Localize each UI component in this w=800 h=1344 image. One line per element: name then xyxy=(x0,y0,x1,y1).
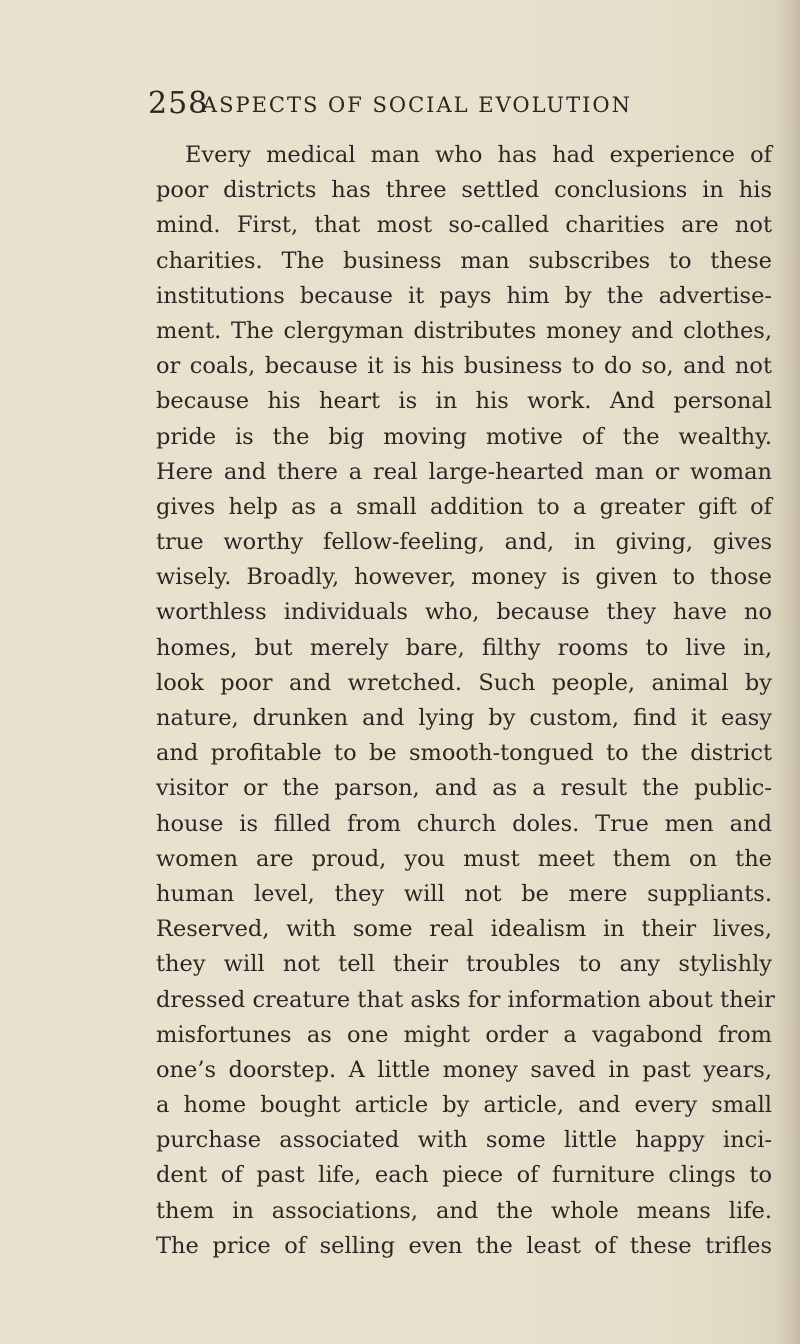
text-line: dent of past life, each piece of furniture clings to xyxy=(156,1162,772,1189)
page-header xyxy=(148,86,632,122)
text-line: Every medical man who has had experience of xyxy=(185,142,772,168)
text-line: gives help as a small addition to a greater gift of xyxy=(156,493,772,520)
page-edge-shadow xyxy=(778,0,800,1344)
text-line: women are proud, you must meet them on the xyxy=(156,845,772,872)
text-line: true worthy fellow-feeling, and, in giving, gives xyxy=(156,529,772,556)
text-line: mind. First, that most so-called charities are not xyxy=(156,212,772,239)
text-line: homes, but merely bare, filthy rooms to live in, xyxy=(156,634,772,661)
text-line: because his heart is in his work. And personal xyxy=(156,388,772,415)
text-line: one’s doorstep. A little money saved in past years, xyxy=(156,1056,772,1083)
text-line: poor districts has three settled conclusions in his xyxy=(156,177,772,204)
text-line: they will not tell their troubles to any stylishly xyxy=(156,951,772,978)
text-line: or coals, because it is his business to do so, and not xyxy=(156,353,772,380)
text-line: Here and there a real large-hearted man or woman xyxy=(156,458,772,485)
text-line: wisely. Broadly, however, money is given to those xyxy=(156,564,772,591)
text-line: nature, drunken and lying by custom, find it easy xyxy=(156,705,772,731)
text-line: charities. The business man subscribes to these xyxy=(156,247,772,274)
text-line: The price of selling even the least of these trifles xyxy=(156,1232,772,1259)
text-line: institutions because it pays him by the advertise- xyxy=(156,282,772,309)
text-line: and profitable to be smooth-tongued to the district xyxy=(156,740,772,767)
text-line: house is filled from church doles. True men and xyxy=(156,810,772,837)
page-number: 258 xyxy=(148,86,209,121)
text-line: pride is the big moving motive of the wealthy. xyxy=(156,423,772,450)
text-line: dressed creature that asks for information about their xyxy=(156,986,775,1013)
text-line: visitor or the parson, and as a result the public- xyxy=(156,775,772,802)
text-line: them in associations, and the whole means life. xyxy=(156,1197,772,1224)
body-paragraph xyxy=(156,138,775,1264)
text-line: look poor and wretched. Such people, animal by xyxy=(156,669,772,696)
text-line: a home bought article by article, and every small xyxy=(156,1092,772,1119)
text-line: Reserved, with some real idealism in their lives, xyxy=(156,916,772,943)
text-line: human level, they will not be mere suppliants. xyxy=(156,880,772,907)
text-line: ment. The clergyman distributes money and clothes, xyxy=(156,317,772,344)
text-line: worthless individuals who, because they have no xyxy=(156,599,772,626)
text-line: purchase associated with some little happy inci- xyxy=(156,1127,772,1154)
running-head: ASPECTS OF SOCIAL EVOLUTION xyxy=(201,93,632,117)
text-line: misfortunes as one might order a vagabond from xyxy=(156,1021,772,1048)
